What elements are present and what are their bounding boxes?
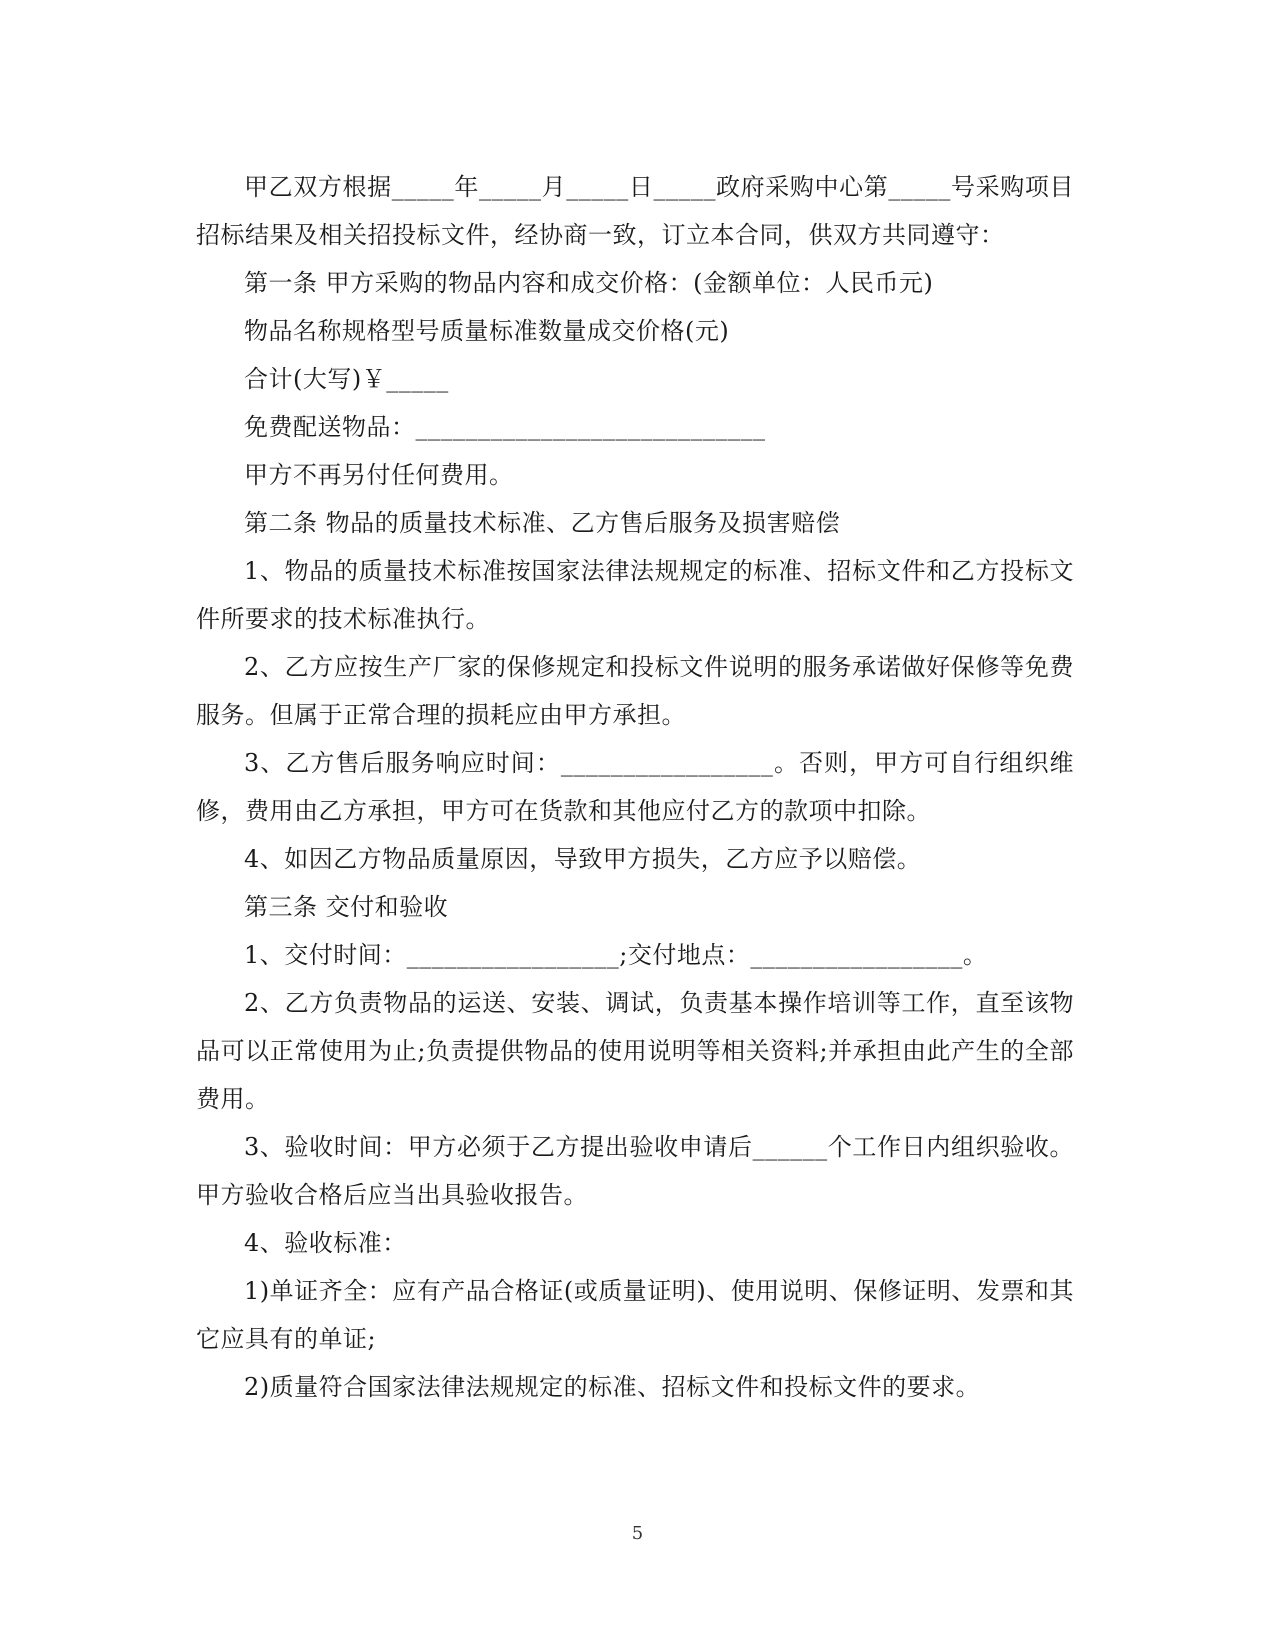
paragraph-item-columns: 物品名称规格型号质量标准数量成交价格(元) [244,317,730,345]
paragraph-article-2-clause-2: 2、乙方应按生产厂家的保修规定和投标文件说明的服务承诺做好保修等免费服务。但属于正常合理的损耗应由甲方承担。 [196,653,1074,729]
paragraph-article-3-clause-1: 1、交付时间：_________________;交付地点：_________________。 [244,941,988,969]
contract-body [196,163,1074,1411]
paragraph-free-delivery: 免费配送物品：____________________________ [244,413,766,441]
paragraph-article-3-heading: 第三条 交付和验收 [244,893,449,921]
paragraph-acceptance-standard-2: 2)质量符合国家法律法规规定的标准、招标文件和投标文件的要求。 [244,1373,981,1401]
paragraph-article-2-heading: 第二条 物品的质量技术标准、乙方售后服务及损害赔偿 [244,509,841,537]
paragraph-total-amount: 合计(大写)￥_____ [244,365,449,393]
paragraph-article-3-clause-2: 2、乙方负责物品的运送、安装、调试，负责基本操作培训等工作，直至该物品可以正常使用为止;负责提供物品的使用说明等相关资料;并承担由此产生的全部费用。 [196,989,1074,1113]
paragraph-article-3-clause-3: 3、验收时间：甲方必须于乙方提出验收申请后______个工作日内组织验收。甲方验收合格后应当出具验收报告。 [196,1133,1074,1209]
paragraph-acceptance-standard-1: 1)单证齐全：应有产品合格证(或质量证明)、使用说明、保修证明、发票和其它应具有的单证; [196,1277,1074,1353]
paragraph-no-extra-fees: 甲方不再另付任何费用。 [244,461,514,489]
paragraph-article-2-clause-1: 1、物品的质量技术标准按国家法律法规规定的标准、招标文件和乙方投标文件所要求的技术标准执行。 [196,557,1074,633]
paragraph-article-2-clause-3: 3、乙方售后服务响应时间：_________________。否则，甲方可自行组织维修，费用由乙方承担，甲方可在货款和其他应付乙方的款项中扣除。 [196,749,1074,825]
paragraph-preamble: 甲乙双方根据_____年_____月_____日_____政府采购中心第_____号采购项目招标结果及相关招投标文件，经协商一致，订立本合同，供双方共同遵守： [196,173,1074,249]
paragraph-article-2-clause-4: 4、如因乙方物品质量原因，导致甲方损失，乙方应予以赔偿。 [244,845,922,873]
paragraph-article-3-clause-4: 4、验收标准： [244,1229,407,1257]
page-number: 5 [631,1523,644,1544]
paragraph-article-1-heading: 第一条 甲方采购的物品内容和成交价格：(金额单位：人民币元) [244,269,934,297]
